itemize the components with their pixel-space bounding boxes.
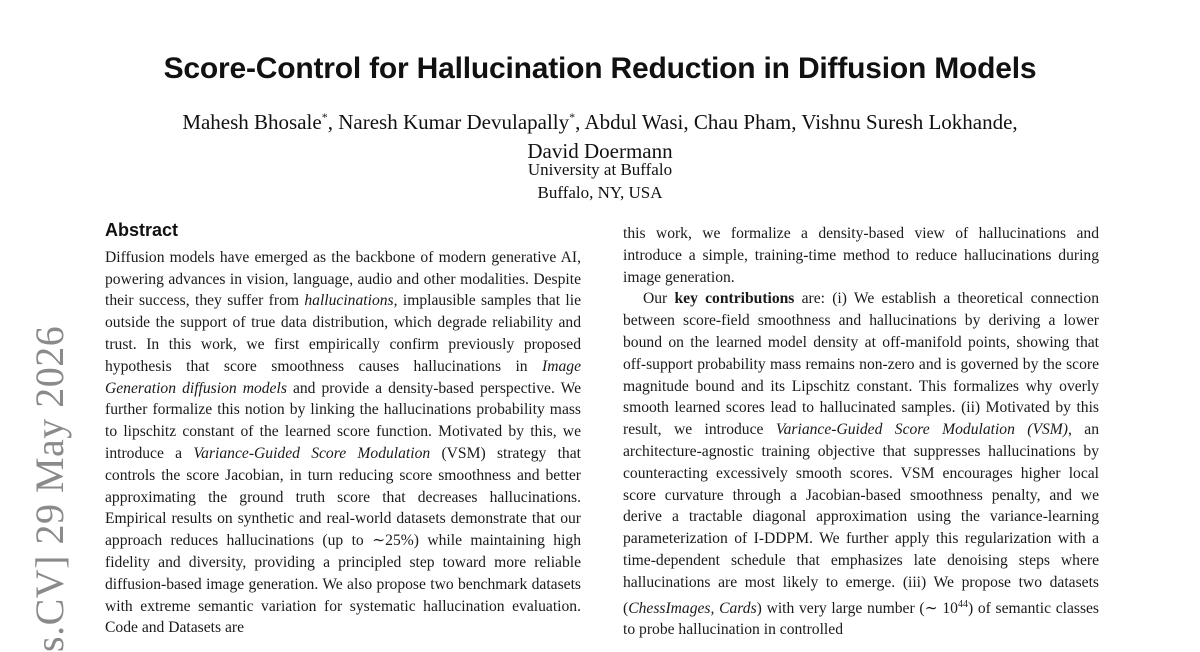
author-name: Abdul Wasi	[584, 110, 684, 134]
text-run: , implausible samples that lie outside the support of true data distribution, which degrade reliability and trust. In this work, we first empirically confirm previously proposed hypothesis that score smoothness causes hallucinations in	[105, 292, 581, 375]
text-run: 44	[957, 598, 968, 610]
author-name: Naresh Kumar Devulapally	[338, 110, 570, 134]
text-run: key contributions	[674, 290, 795, 308]
text-run: hallucinations	[304, 292, 394, 310]
author-separator: ,	[683, 110, 694, 134]
text-run: ChessImages, Cards	[628, 599, 757, 617]
author-name: Chau Pham	[693, 110, 792, 134]
author-list	[100, 103, 1100, 166]
text-run: are: (i) We establish a theoretical connection between score-field smoothness and hallucinations by deriving a lower bound on the learned model density at off-manifold points, showing that off-support probability mass remains non-zero and is governed by the score magnitude bound and its Lipschitz constant. This formalizes why overly smooth learned scores lead to hallucinated samples. (ii) Motivated by this result, we introduce	[623, 290, 1099, 439]
arxiv-side-stamp: s.CV] 29 May 2026	[27, 325, 72, 652]
text-run: Variance-Guided Score Modulation (VSM)	[775, 421, 1068, 439]
text-run: (VSM) strategy that controls the score Jacobian, in turn reducing score smoothness and better approximating the ground truth score that decreases hallucinations. Empirical results on synthetic and real-world datasets demonstrate that our approach reduces hallucinations (up to ∼25%) while maintaining high fidelity and diversity, providing a principled step toward more reliable diffusion-based image generation. We also propose two benchmark datasets with extreme semantic variation for systematic hallucination evaluation. Code and Datasets are	[105, 444, 581, 637]
abstract-heading: Abstract	[105, 220, 179, 240]
abstract-body	[105, 247, 581, 639]
contributions-paragraph	[623, 288, 1099, 641]
text-run: Our	[643, 290, 675, 308]
intro-paragraph-1	[623, 223, 1099, 288]
equal-contribution-mark: *	[569, 110, 576, 124]
text-run: Variance-Guided Score Modulation	[193, 444, 431, 462]
author-separator: ,	[791, 110, 802, 134]
equal-contribution-mark: *	[321, 110, 328, 124]
text-run: Image Generation diffusion models	[105, 357, 581, 397]
affiliation: University at Buffalo	[527, 160, 673, 179]
text-run: and provide a density-based perspective. We further formalize this notion by linking the hallucinations probability mass to lipschitz constant of the learned score function. Motivated by this, we introduce a	[105, 379, 581, 462]
text-run: this work, we formalize a density-based view of hallucinations and introduce a simple, training-time method to reduce hallucinations during image generation.	[623, 225, 1099, 286]
author-separator: ,	[1012, 110, 1018, 134]
author-separator: ,	[575, 110, 585, 134]
text-run: Diffusion models have emerged as the backbone of modern generative AI, powering advances in vision, language, audio and other modalities. Despite their success, they suffer from	[105, 248, 581, 310]
location: Buffalo, NY, USA	[537, 183, 663, 202]
text-run: , an architecture-agnostic training objective that suppresses hallucinations by counteracting excessively smooth scores. VSM encourages higher local score curvature through a Jacobian-based smoothness penalty, and we derive a tractable diagonal approximation using the variance-learning parameterization of I-DDPM. We further apply this regularization with a time-dependent schedule that emphasizes late denoising steps where hallucinations are most likely to emerge. (iii) We propose two datasets (	[623, 421, 1100, 617]
author-name: Mahesh Bhosale	[182, 110, 322, 134]
author-name: David Doermann	[527, 139, 673, 163]
text-run: ) with very large number (∼ 10	[756, 599, 958, 617]
left-column	[105, 220, 581, 639]
author-name: Vishnu Suresh Lokhande	[801, 110, 1013, 134]
author-separator: ,	[327, 110, 339, 134]
text-run: ) of semantic classes to probe hallucination in controlled	[623, 599, 1099, 639]
right-column	[623, 223, 1099, 641]
paper-title: Score-Control for Hallucination Reduction in Diffusion Models	[163, 52, 1037, 85]
